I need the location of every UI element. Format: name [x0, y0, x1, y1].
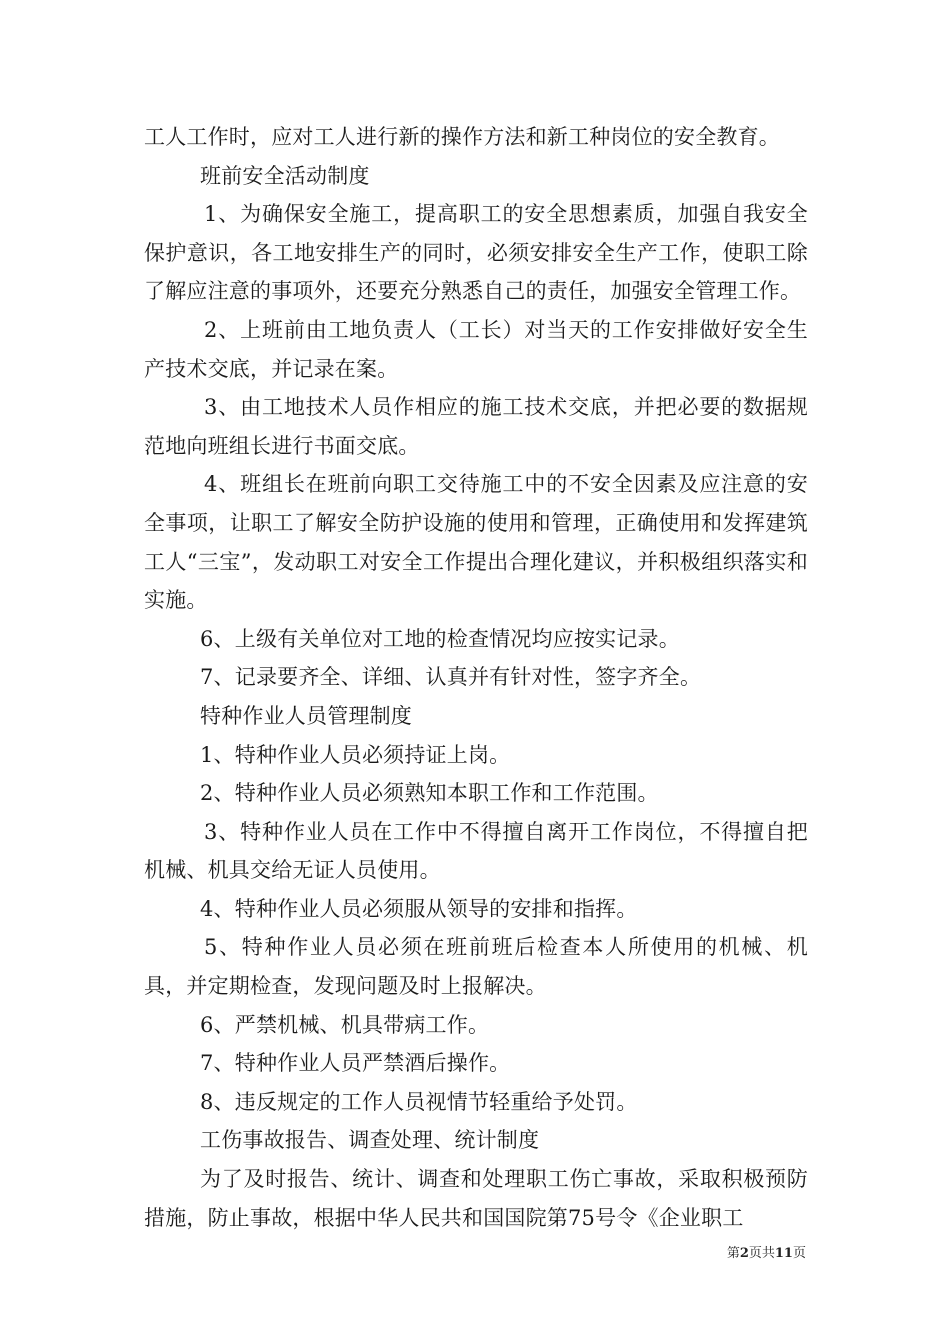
- section-heading-pre-shift-safety: 班前安全活动制度: [200, 163, 370, 188]
- footer-middle: 页共: [748, 1246, 775, 1261]
- section-heading-injury-reporting: 工伤事故报告、调查处理、统计制度: [200, 1128, 540, 1153]
- paragraph-item: 3、特种作业人员在工作中不得擅自离开工作岗位，不得擅自把机械、机具交给无证人员使用。: [144, 819, 808, 883]
- paragraph-item: 6、上级有关单位对工地的检查情况均应按实记录。: [200, 626, 680, 651]
- paragraph-item: 1、为确保安全施工，提高职工的安全思想素质，加强自我安全保护意识，各工地安排生产的同时，必须安排安全生产工作，使职工除了解应注意的事项外，还要充分熟悉自己的责任，加强安全管理工作。: [144, 202, 808, 304]
- paragraph-item: 3、由工地技术人员作相应的施工技术交底，并把必要的数据规范地向班组长进行书面交底。: [144, 395, 808, 458]
- paragraph-item: 为了及时报告、统计、调查和处理职工伤亡事故，采取积极预防措施，防止事故，根据中华人民共和国国院第75号令《企业职工: [144, 1167, 808, 1230]
- footer-prefix: 第: [726, 1246, 740, 1261]
- footer-suffix: 页: [792, 1246, 806, 1261]
- paragraph-item: 5、特种作业人员必须在班前班后检查本人所使用的机械、机具，并定期检查，发现问题及时上报解决。: [144, 935, 808, 999]
- paragraph-item: 7、特种作业人员严禁酒后操作。: [200, 1051, 511, 1076]
- paragraph-item: 6、严禁机械、机具带病工作。: [200, 1012, 490, 1037]
- paragraph-continuation: 工人工作时，应对工人进行新的操作方法和新工种岗位的安全教育。: [144, 125, 780, 149]
- paragraph-item: 4、班组长在班前向职工交待施工中的不安全因素及应注意的安全事项，让职工了解安全防护设施的使用和管理，正确使用和发挥建筑工人“三宝”，发动职工对安全工作提出合理化建议，并积极组织落实和实施。: [144, 472, 808, 613]
- paragraph-item: 1、特种作业人员必须持证上岗。: [200, 742, 511, 767]
- paragraph-item: 2、特种作业人员必须熟知本职工作和工作范围。: [200, 781, 659, 806]
- page-number-footer: [727, 1245, 806, 1263]
- section-heading-special-operations: 特种作业人员管理制度: [200, 703, 412, 728]
- paragraph-item: 2、上班前由工地负责人（工长）对当天的工作安排做好安全生产技术交底，并记录在案。: [144, 317, 808, 381]
- footer-current-page: 2: [739, 1246, 749, 1261]
- footer-total-pages: 11: [774, 1246, 793, 1261]
- paragraph-item: 7、记录要齐全、详细、认真并有针对性，签字齐全。: [200, 665, 702, 690]
- paragraph-item: 4、特种作业人员必须服从领导的安排和指挥。: [200, 896, 638, 921]
- paragraph-item: 8、违反规定的工作人员视情节轻重给予处罚。: [200, 1089, 638, 1114]
- document-body: [144, 118, 808, 1237]
